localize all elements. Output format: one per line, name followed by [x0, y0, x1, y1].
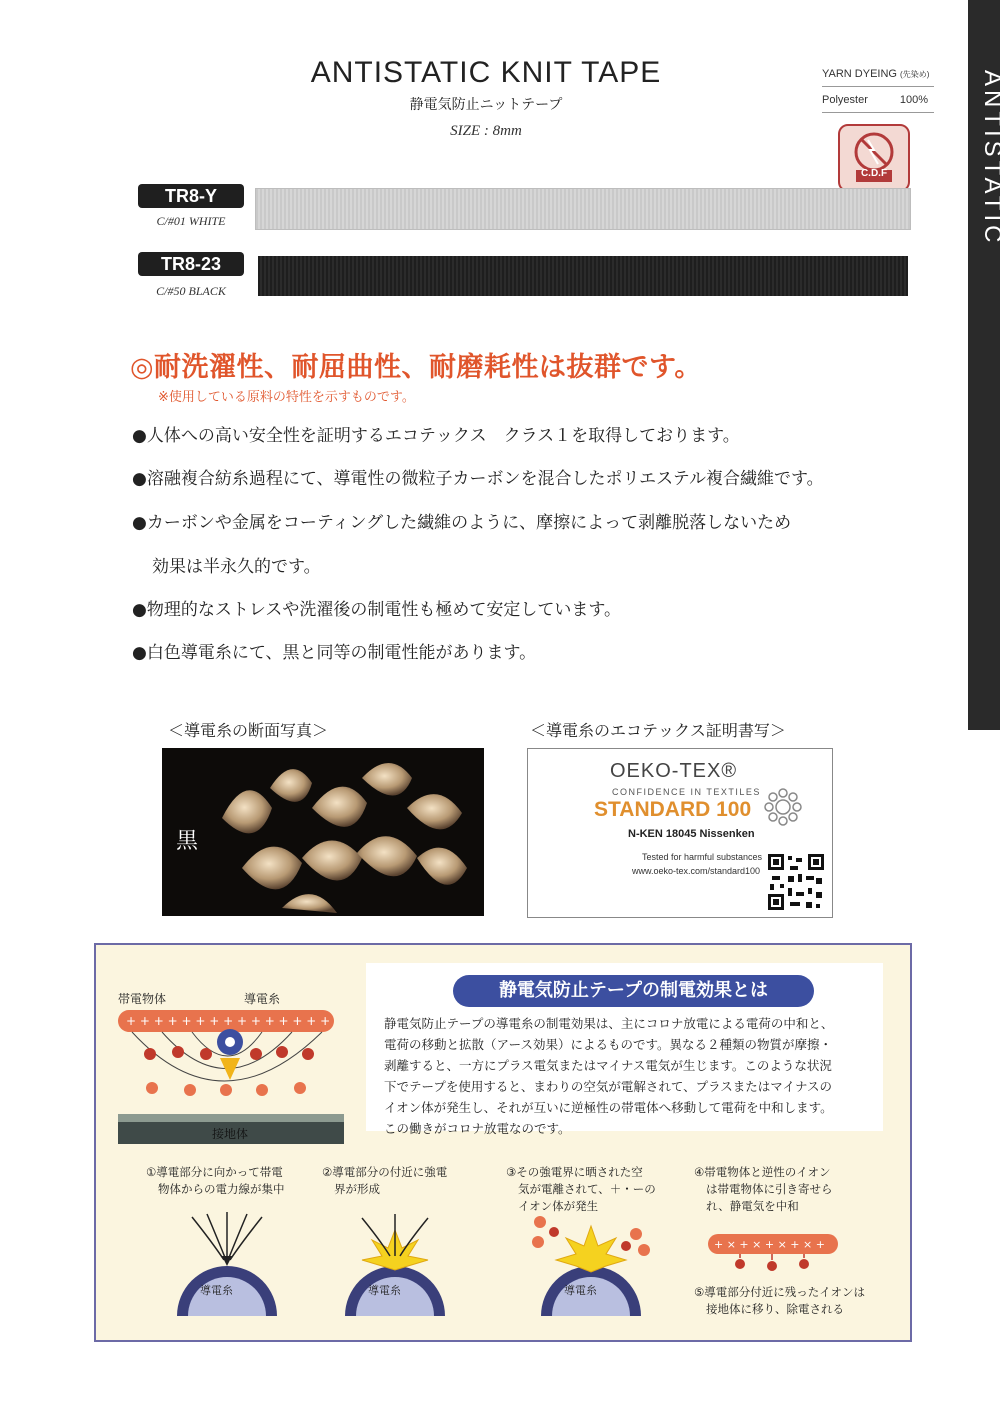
size-label: SIZE : 8mm	[450, 123, 522, 139]
charged-body-label: 帯電物体	[118, 992, 167, 1006]
oeko-flower-icon	[760, 784, 806, 830]
step-line: ①導電部分に向かって帯電	[146, 1165, 283, 1179]
cross-section-caption: ＜導電糸の断面写真＞	[168, 721, 329, 740]
step-line: ③その強電界に晒された空	[506, 1165, 643, 1179]
step-line: ⑤導電部分付近に残ったイオンは	[694, 1285, 865, 1299]
oeko-tagline: CONFIDENCE IN TEXTILES	[612, 787, 761, 797]
feature-bullet-cont: 効果は半永久的です。	[152, 557, 321, 577]
feature-bullet: ●溶融複合紡糸過程にて、導電性の微粒子カーボンを混合したポリエステル複合繊維です。	[132, 469, 824, 489]
oeko-standard: STANDARD 100	[594, 798, 752, 821]
spec-material-value: Polyester	[822, 94, 868, 106]
feature-bullet: ●人体への高い安全性を証明するエコテックス クラス１を取得しております。	[132, 426, 740, 446]
step-line: 物体からの電力線が集中	[158, 1182, 285, 1196]
step-3-text	[506, 1164, 656, 1215]
oeko-tested: Tested for harmful substances	[642, 852, 763, 862]
product-code-white: TR8-Y	[138, 184, 244, 208]
step-line: ④帯電物体と逆性のイオン	[694, 1165, 831, 1179]
step-3-yarn-label: 導電糸	[564, 1284, 597, 1297]
oeko-brand: OEKO-TEX®	[610, 760, 738, 782]
side-tab-label: ANTISTATIC	[979, 70, 1006, 247]
cdf-label: C.D.F	[860, 168, 888, 179]
step-1-yarn-label: 導電糸	[200, 1284, 233, 1297]
qr-code-icon	[766, 852, 826, 912]
spec-process-note: (先染め)	[900, 70, 930, 79]
step-line: ②導電部分の付近に強電	[322, 1165, 448, 1179]
tape-swatch-black	[258, 256, 908, 296]
feature-headline: ◎耐洗濯性、耐屈曲性、耐磨耗性は抜群です。	[130, 352, 702, 383]
feature-bullet: ●カーボンや金属をコーティングした繊維のように、摩擦によって剥離脱落しないため	[132, 513, 792, 533]
explanation-line: 電荷の移動と拡散（アース効果）によるものです。異なる２種類の物質が摩擦・	[384, 1037, 833, 1052]
cdf-badge	[838, 124, 910, 192]
step-4-illustration	[706, 1230, 840, 1274]
feature-bullet: ●白色導電糸にて、黒と同等の制電性能があります。	[132, 643, 537, 663]
cert-caption: ＜導電糸のエコテックス証明書写＞	[530, 721, 786, 740]
step-5-text	[694, 1284, 865, 1318]
product-color-white: C/#01 WHITE	[156, 214, 226, 228]
svg-text:+ + + + + + + + + + + + + + +: + + + + + + + + + + + + + + +	[126, 1014, 331, 1028]
product-color-black: C/#50 BLACK	[156, 284, 226, 298]
page-subtitle: 静電気防止ニットテープ	[409, 97, 563, 113]
spec-material	[822, 94, 934, 113]
explanation-line: 下でテープを使用すると、まわりの空気が電解されて、プラスまたはマイナスの	[384, 1079, 833, 1094]
step-2-illustration	[340, 1212, 450, 1316]
svg-text:+ × + × + × + × +: + × + × + × + × +	[714, 1238, 825, 1251]
spec-process-value: YARN DYEING	[822, 68, 897, 80]
feature-bullet: ●物理的なストレスや洗濯後の制電性も極めて安定しています。	[132, 600, 621, 620]
step-4-text	[694, 1164, 833, 1215]
spec-percent: 100%	[899, 94, 928, 106]
tape-swatch-white	[255, 188, 911, 230]
explanation-line: 剥離すると、一方にプラス電気またはマイナス電気が生じます。このような状況	[384, 1058, 832, 1073]
product-code-black: TR8-23	[138, 252, 244, 276]
explanation-line: この働きがコロナ放電なのです。	[384, 1121, 571, 1136]
step-line: 界が形成	[334, 1182, 380, 1196]
cross-section-photo	[162, 748, 484, 916]
explanation-text	[384, 1013, 878, 1139]
step-line: 気が電離されて、＋・ーの	[518, 1182, 656, 1196]
cross-section-label: 黒	[176, 829, 199, 854]
spec-process	[822, 68, 934, 87]
conductive-yarn-label: 導電糸	[244, 992, 281, 1006]
fiber-cross-section-image	[162, 748, 484, 916]
explanation-title: 静電気防止テープの制電効果とは	[453, 975, 814, 1007]
page-title: ANTISTATIC KNIT TAPE	[310, 56, 662, 89]
step-1-illustration	[172, 1212, 282, 1316]
step-2-yarn-label: 導電糸	[368, 1284, 401, 1297]
explanation-line: 静電気防止テープの導電糸の制電効果は、主にコロナ放電による電荷の中和と、	[384, 1016, 834, 1031]
step-2-text	[322, 1164, 447, 1198]
oeko-number: N-KEN 18045 Nissenken	[628, 828, 755, 840]
step-1-text	[146, 1164, 285, 1198]
oeko-url: www.oeko-tex.com/standard100	[632, 866, 761, 876]
step-line: は帯電物体に引き寄せら	[706, 1182, 833, 1196]
step-line: れ、静電気を中和	[706, 1199, 799, 1213]
ground-label: 接地体	[212, 1127, 249, 1141]
step-3-illustration	[526, 1212, 656, 1316]
step-line: イオン体が発生	[518, 1199, 599, 1213]
step-line: 接地体に移り、除電される	[706, 1302, 844, 1316]
feature-note: ※使用している原料の特性を示すものです。	[158, 390, 415, 405]
cdf-icon	[840, 126, 908, 190]
explanation-line: イオン体が発生し、それが互いに逆極性の帯電体へ移動して電荷を中和します。	[384, 1100, 833, 1115]
